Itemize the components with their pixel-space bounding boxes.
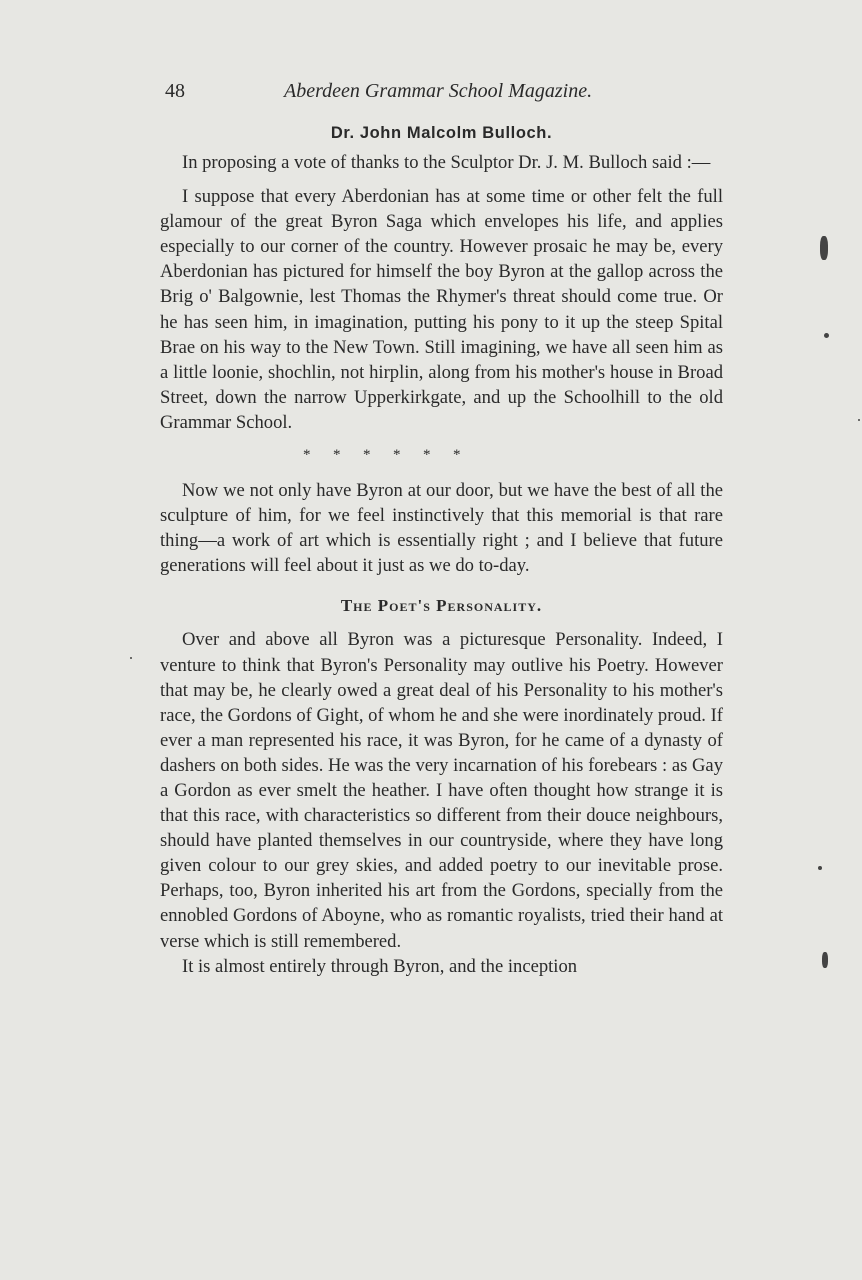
section-separator: * * * * * * <box>303 447 461 464</box>
body-paragraph: It is almost entirely through Byron, and the inception <box>182 955 578 977</box>
ink-speck <box>824 333 829 338</box>
ink-speck <box>130 657 132 659</box>
body-paragraph: Over and above all Byron was a picturesque Personality. Indeed, I venture to think that Byron's Personality may outlive his Poetry. However that may be, he clearly owed a great deal of his Personality to his mother's race, the Gordons of Gight, of whom he and she were inordinately proud. If ever a man represented his race, it was Byron, for he came of a dynasty of dashers on both sides. He was the very incarnation of his forebears : as Gay a Gordon as ever smelt the heather. I have often thought how strange it is that this race, with characteristics so different from their douce neighbours, should have planted themselves in our countryside, where they have long given colour to our grey skies, and added poetry to our inevitable prose. Perhaps, too, Byron inherited his art from the Gordons, specially from the ennobled Gordons of Aboyne, who as romantic royalists, tried their hand at verse which is still remembered. <box>160 629 723 952</box>
section-heading: The Poet's Personality. <box>340 596 543 616</box>
page-number: 48 <box>165 80 185 102</box>
ink-speck <box>818 866 822 870</box>
intro-paragraph: In proposing a vote of thanks to the Sculptor Dr. J. M. Bulloch said :— <box>182 152 711 173</box>
article-title: Dr. John Malcolm Bulloch. <box>330 124 553 142</box>
magazine-page <box>160 76 723 979</box>
ink-speck <box>820 236 828 260</box>
running-head <box>160 76 723 106</box>
body-paragraph: Now we not only have Byron at our door, but we have the best of all the sculpture of him, for we feel instinctively that this memorial is that rare thing—a work of art which is essentially right ; and I believe that future generations will feel about it just as we do to-day. <box>160 480 723 577</box>
ink-speck <box>858 419 860 421</box>
magazine-title: Aberdeen Grammar School Magazine. <box>284 80 593 102</box>
body-paragraph: I suppose that every Aberdonian has at some time or other felt the full glamour of the great Byron Saga which envelopes his life, and applies especially to our corner of the country. However prosaic he may be, every Aberdonian has pictured for himself the boy Byron at the gallop across the Brig o' Balgownie, lest Thomas the Rhymer's threat should come true. Or he has seen him, in imagination, putting his pony to it up the steep Spital Brae on his way to the New Town. Still imagining, we have all seen him as a little loonie, shochlin, not hirplin, along from his mother's house in Broad Street, down the narrow Upperkirkgate, and up the Schoolhill to the old Grammar School. <box>160 186 723 433</box>
ink-speck <box>822 952 828 968</box>
